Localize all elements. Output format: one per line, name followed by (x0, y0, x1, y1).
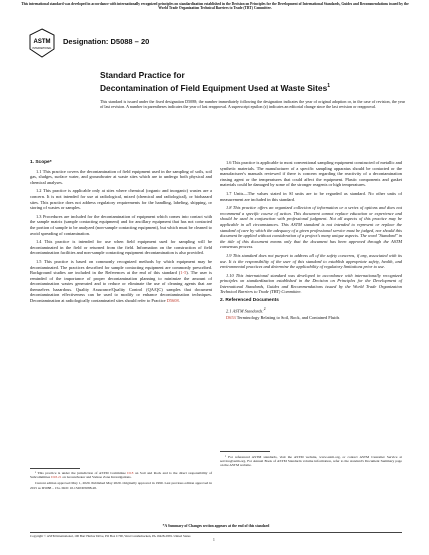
paragraph-1-2: 1.2 This practice is applicable only at sites where chemical (organic and inorganic) wastes are a concern. It is not intended for use at radiological, mixed (chemical and radiological), or biohazard sites. This practice does not address regulatory requirements for the handling, labeling, shipping, or storing of wastes or samples. (30, 188, 212, 211)
title-footnote-mark: 1 (327, 82, 331, 89)
summary-of-changes-note: *A Summary of Changes section appears at the end of this standard (162, 524, 270, 528)
right-column (220, 160, 402, 321)
link-d18-21[interactable]: D18.21 (51, 475, 62, 480)
footnote-edition: Current edition approved May 1, 2020. Published May 2020. Originally approved in 1990. Last previous edition approved in 2015 as D5088 – 15a. DOI: 10.1520/D5088-20. (30, 481, 212, 490)
section-heading-referenced-documents: 2. Referenced Documents (220, 298, 279, 304)
paragraph-1-5 (30, 259, 212, 304)
bottom-divider (30, 532, 402, 533)
paragraph-1-9: 1.9 This standard does not purport to address all of the safety concerns, if any, associated with its use. It is the responsibility of the user of this standard to establish appropriate safety, health, and environmental practices and determine the applicability of regulatory limitations prior to use. (220, 252, 402, 270)
footnote-1 (30, 471, 212, 479)
fixed-designation-note: This standard is issued under the fixed designation D5088; the number immediately following the designation indicates the year of original adoption or, in the case of revision, the year of last revision. A number in parentheses indicates the year of last reapproval. A superscript epsilon (ε) indicates an editorial change since the last revision or reapproval. (100, 99, 405, 109)
footnote-divider-left (30, 468, 80, 469)
fn1-text-b: on Soil and Rock and is the direct responsibility of Subcommittee (30, 471, 212, 480)
paragraph-1-1: 1.1 This practice covers the decontamination of field equipment used in the sampling of soils, soil gas, sludges, surface water, and groundwater at waste sites which are to undergo both physical and chemical analyses. (30, 168, 212, 185)
footnotes-left (30, 471, 212, 492)
link-d5608[interactable]: D5608 (166, 298, 179, 304)
ref-d653-title: Terminology Relating to Soil, Rock, and Contained Fluids (235, 314, 340, 320)
designation: Designation: D5088 – 20 (63, 37, 150, 46)
title-line-2 (100, 81, 400, 93)
footnote-divider-right (220, 451, 270, 452)
svg-text:INTERNATIONAL: INTERNATIONAL (32, 47, 52, 50)
document-title (100, 70, 400, 93)
page-number: 1 (213, 538, 215, 542)
fn1-text-a: ¹ This practice is under the jurisdiction of ASTM Committee (35, 471, 128, 475)
paragraph-1-4: 1.4 This practice is intended for use when field equipment used for sampling will be decontaminated in the field or returned from the field. Information on the construction of field decontamination facilities and non-sample contacting equipment decontamination is also provided. (30, 239, 212, 256)
p1-5-text-c: . (178, 298, 180, 304)
paragraph-1-8: 1.8 This practice offers an organized collection of information or a series of options and does not recommend a specific course of action. This document cannot replace education or experience and should be used in conjunction with professional judgment. Not all aspects of this practice may be applicable in all circumstances. This ASTM standard is not intended to represent or replace the standard of care by which the adequacy of a given professional service must be judged, nor should this document be applied without consideration of a project's many unique aspects. The word "Standard" in the title of this document means only that the document has been approved through the ASTM consensus process. (220, 205, 402, 250)
paragraph-1-3: 1.3 Procedures are included for the decontamination of equipment which comes into contact with the sample matrix (sample contacting equipment) and for ancillary equipment that has not contacted the portion of sample to be analyzed (non-sample contacting equipment), but which must be cleaned to avoid spreading of contamination. (30, 213, 212, 236)
svg-text:ASTM: ASTM (33, 39, 51, 45)
footnotes-right (220, 455, 402, 470)
link-d18[interactable]: D18 (127, 471, 134, 475)
title-line-1: Standard Practice for (100, 70, 185, 80)
fn1-text-c: on Groundwater and Vadose Zone Investigations. (61, 475, 132, 480)
reference-d653 (226, 315, 402, 321)
paragraph-1-6: 1.6 This practice is applicable to most conventional sampling equipment constructed of metallic and synthetic materials. The manufacturer of a specific sampling apparatus should be contacted or the manufacturer's manuals reviewed if there is concern regarding the reactivity of a decontamination rinsing agent or the temperatures that could affect the equipment. Plastic components and gasket materials could be damaged by some of the stronger reagents or high temperatures. (220, 160, 402, 188)
copyright-line: Copyright © ASTM International, 100 Barr Harbor Drive, PO Box C700, West Conshohocken, PA 19428-2959. United States (30, 534, 191, 538)
p1-5-text-a: 1.5 This practice is based on commonly recognized methods by which equipment may be decontaminated. The practices described for sample contacting equipment are commonly prescribed. Background studies are included in the References at the end of this standard ( (30, 258, 212, 276)
astm-logo (29, 28, 55, 58)
paragraph-1-10: 1.10 This international standard was developed in accordance with internationally recognized principles on standardization established in the Decision on Principles for the Development of International Standards, Guides and Recommendations issued by the World Trade Organization Technical Barriers to Trade (TBT) Committee. (220, 272, 402, 295)
reference-link-1-5[interactable]: 1-5 (180, 270, 187, 276)
wto-notice: This international standard was developed in accordance with internationally recognized principles on standardization established in the Decision on Principles for the Development of International Standards, Guides and Recommendations issued by the World Trade Organization Technical Barriers to Trade (TBT) Committee. (21, 2, 409, 11)
p1-5-text-b: ). The user is reminded of the importance of proper decontamination planning to minimize the amount of decontamination wastes generated and to reduce or eliminate the use of cleaning agents that are themselves hazardous. Quality Assurance/Quality Control (QA/QC) samples that document decontamination effectiveness can be used to modify or enhance decontamination techniques. Decontamination at radiologically contaminated sites should refer to Practice (30, 270, 212, 304)
left-column (30, 160, 212, 307)
footnote-2: ² For referenced ASTM standards, visit the ASTM website, www.astm.org, or contact ASTM Customer Service at service@astm.org. For Annual Book of ASTM Standards volume information, refer to the standard's Document Summary page on the ASTM website. (220, 455, 402, 468)
paragraph-1-7: 1.7 Units—The values stated in SI units are to be regarded as standard. No other units of measurement are included in this standard. (220, 190, 402, 202)
link-d653[interactable]: D653 (226, 314, 236, 320)
ref-sub-footnote-mark: 2 (263, 306, 266, 311)
ref-sub-text: 2.1 ASTM Standards: (226, 308, 264, 314)
section-heading-scope: 1. Scope* (30, 160, 52, 165)
title-text: Decontamination of Field Equipment Used at Waste Sites (100, 82, 328, 93)
astm-standards-subheading (226, 307, 402, 314)
